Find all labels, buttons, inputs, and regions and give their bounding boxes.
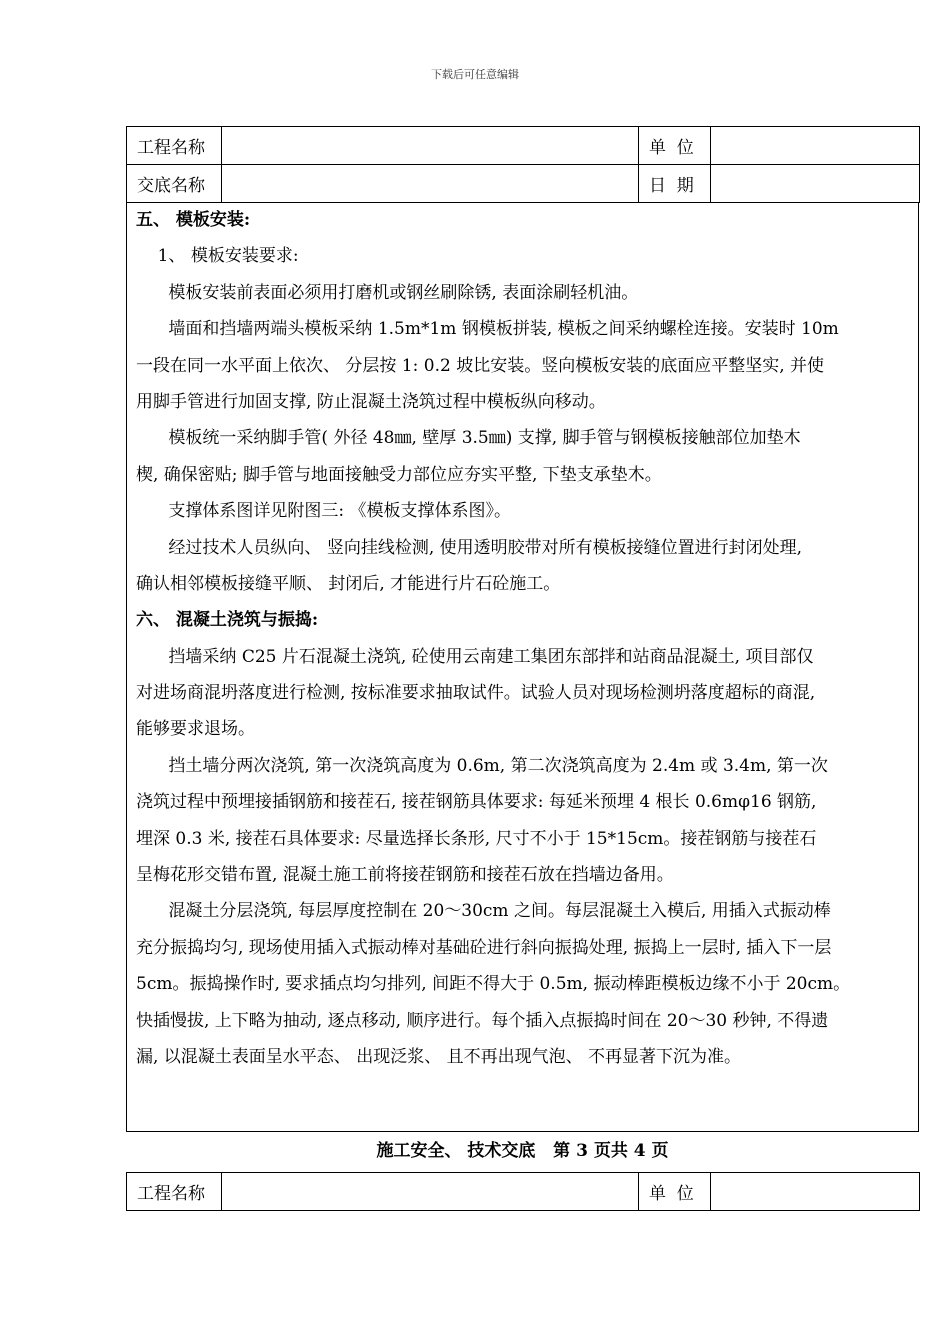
topic-value <box>222 165 639 203</box>
unit-label: 单 位 <box>639 127 711 165</box>
paragraph-line: 模板安装前表面必须用打磨机或钢丝刷除锈, 表面涂刷轻机油。 <box>136 282 639 303</box>
paragraph-line: 经过技术人员纵向、 竖向挂线检测, 使用透明胶带对所有模板接缝位置进行封闭处理, <box>136 537 803 558</box>
project-label: 工程名称 <box>127 1173 222 1211</box>
header-row-project <box>127 1173 920 1211</box>
header-row-project <box>127 127 920 165</box>
paragraph-line: 墙面和挡墙两端头模板采纳 1.5m*1m 钢模板拼装, 模板之间采纳螺栓连接。安装时 10m <box>136 319 839 340</box>
paragraph-line: 一段在同一水平面上依次、 分层按 1: 0.2 坡比安装。竖向模板安装的底面应平整坚实, 并使 <box>136 355 825 376</box>
paragraph-line: 对进场商混坍落度进行检测, 按标准要求抽取试件。试验人员对现场检测坍落度超标的商混, <box>136 683 816 704</box>
project-value <box>222 127 639 165</box>
paragraph-line: 混凝土分层浇筑, 每层厚度控制在 20～30cm 之间。每层混凝土入模后, 用插入式振动棒 <box>136 901 831 922</box>
date-label: 日 期 <box>639 165 711 203</box>
header-table-next-page <box>126 1172 920 1211</box>
paragraph-line: 挡土墙分两次浇筑, 第一次浇筑高度为 0.6m, 第二次浇筑高度为 2.4m 或 3.4m, 第一次 <box>136 755 828 776</box>
content-body <box>126 202 919 1132</box>
paragraph-line: 浇筑过程中预埋接插钢筋和接茬石, 接茬钢筋具体要求: 每延米预埋 4 根长 0.6mφ16 钢筋, <box>136 792 817 813</box>
project-label: 工程名称 <box>127 127 222 165</box>
paragraph-line: 呈梅花形交错布置, 混凝土施工前将接茬钢筋和接茬石放在挡墙边备用。 <box>136 865 674 886</box>
header-table <box>126 126 920 203</box>
unit-value <box>711 127 920 165</box>
paragraph-line: 用脚手管进行加固支撑, 防止混凝土浇筑过程中模板纵向移动。 <box>136 391 606 412</box>
paragraph-line: 5cm。振捣操作时, 要求插点均匀排列, 间距不得大于 0.5m, 振动棒距模板边缘不小于 20cm。 <box>136 974 851 995</box>
paragraph-line: 埋深 0.3 米, 接茬石具体要求: 尽量选择长条形, 尺寸不小于 15*15cm。接茬钢筋与接茬石 <box>136 828 817 849</box>
section-heading: 六、 混凝土浇筑与振捣: <box>136 610 319 631</box>
paragraph-line: 支撑体系图详见附图三: 《模板支撑体系图》。 <box>136 501 512 522</box>
topic-label: 交底名称 <box>127 165 222 203</box>
paragraph-line: 漏, 以混凝土表面呈水平态、 出现泛浆、 且不再出现气泡、 不再显著下沉为准。 <box>136 1046 742 1067</box>
paragraph-line: 挡墙采纳 C25 片石混凝土浇筑, 砼使用云南建工集团东部拌和站商品混凝土, 项目部仅 <box>136 646 814 667</box>
paragraph-line: 充分振捣均匀, 现场使用插入式振动棒对基础砼进行斜向振捣处理, 振捣上一层时, 插入下一层 <box>136 937 832 958</box>
paragraph-line: 模板统一采纳脚手管( 外径 48㎜, 壁厚 3.5㎜) 支撑, 脚手管与钢模板接触部位加垫木 <box>136 428 801 449</box>
section-heading: 五、 模板安装: <box>136 210 251 230</box>
page-footer-title: 施工安全、 技术交底 第 3 页共 4 页 <box>376 1141 669 1161</box>
paragraph-line: 楔, 确保密贴; 脚手管与地面接触受力部位应夯实平整, 下垫支承垫木。 <box>136 464 662 485</box>
paragraph-line: 确认相邻模板接缝平顺、 封闭后, 才能进行片石砼施工。 <box>136 573 561 594</box>
unit-value <box>711 1173 920 1211</box>
paragraph-line: 快插慢拔, 上下略为抽动, 逐点移动, 顺序进行。每个插入点振捣时间在 20～30 秒钟, 不得遗 <box>136 1010 829 1031</box>
project-value <box>222 1173 639 1211</box>
watermark-text: 下载后可任意编辑 <box>431 68 519 81</box>
header-row-topic <box>127 165 920 203</box>
date-value <box>711 165 920 203</box>
paragraph-line: 能够要求退场。 <box>136 719 255 740</box>
paragraph-line: 1、 模板安装要求: <box>136 246 299 267</box>
unit-label: 单 位 <box>639 1173 711 1211</box>
